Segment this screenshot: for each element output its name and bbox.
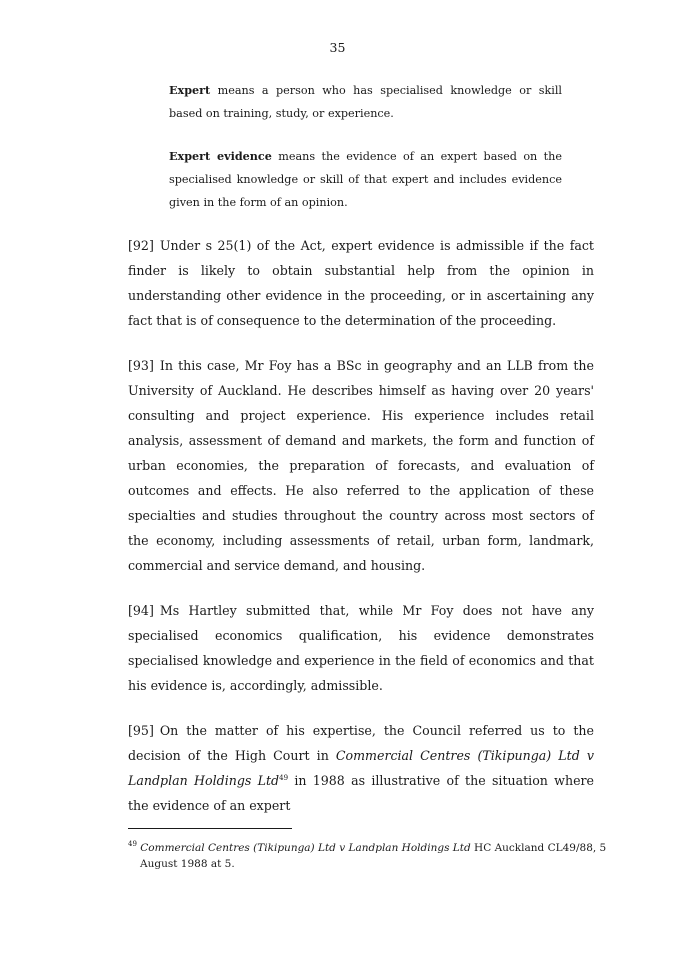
paragraph-number: [93] — [128, 358, 154, 373]
paragraph-number: [92] — [128, 238, 154, 253]
paragraph-text: in 1988 as illustrative of the situation where the evidence of an expert — [128, 773, 594, 813]
paragraph-text: Ms Hartley submitted that, while Mr Foy does not have any specialised economics qualification, his evidence demonstrates specialised knowledge and experience in the field of economics and that his evidence is, accordingly, admissible. — [128, 603, 594, 693]
footnote-reference[interactable]: 49 — [279, 774, 289, 782]
paragraph-text: On the matter of his expertise, the Council referred us to the decision of the High Court in — [128, 723, 594, 763]
footnote-marker: 49 — [128, 840, 137, 848]
paragraph-95 — [128, 718, 594, 818]
paragraph-text: In this case, Mr Foy has a BSc in geography and an LLB from the University of Auckland. He describes himself as having over 20 years' consulting and project experience. His experience includes retail analysis, assessment of demand and markets, the form and function of urban economies, the preparation of forecasts, and evaluation of outcomes and effects. He also referred to the application of these specialties and studies throughout the country across most sectors of the economy, including assessments of retail, urban form, landmark, commercial and service demand, and housing. — [128, 358, 594, 573]
definition-text: means the evidence of an expert based on the specialised knowledge or skill of that expert and includes evidence given in the form of an opinion. — [169, 150, 562, 209]
definition-term: Expert evidence — [169, 149, 272, 163]
paragraph-94 — [128, 598, 594, 698]
page-number: 35 — [329, 40, 346, 55]
definition-expert — [169, 79, 562, 125]
paragraph-number: [95] — [128, 723, 154, 738]
footnote-citation: HC Auckland CL49/88, 5 August 1988 at 5. — [140, 842, 607, 870]
paragraph-93 — [128, 353, 594, 578]
case-name: Commercial Centres (Tikipunga) Ltd v Landplan Holdings Ltd — [128, 748, 594, 788]
definition-term: Expert — [169, 83, 211, 97]
footnote-divider — [128, 828, 292, 829]
paragraph-text: Under s 25(1) of the Act, expert evidence is admissible if the fact finder is likely to obtain substantial help from the opinion in understanding other evidence in the proceeding, or in ascertaining any fact that is of consequence to the determination of the proceeding. — [128, 238, 594, 328]
footnote-49 — [128, 840, 622, 872]
paragraph-92 — [128, 233, 594, 333]
definition-text: means a person who has specialised knowledge or skill based on training, study, or experience. — [169, 84, 562, 120]
paragraph-number: [94] — [128, 603, 154, 618]
footnote-case-name: Commercial Centres (Tikipunga) Ltd v Landplan Holdings Ltd — [140, 842, 471, 854]
definition-expert-evidence — [169, 145, 562, 214]
